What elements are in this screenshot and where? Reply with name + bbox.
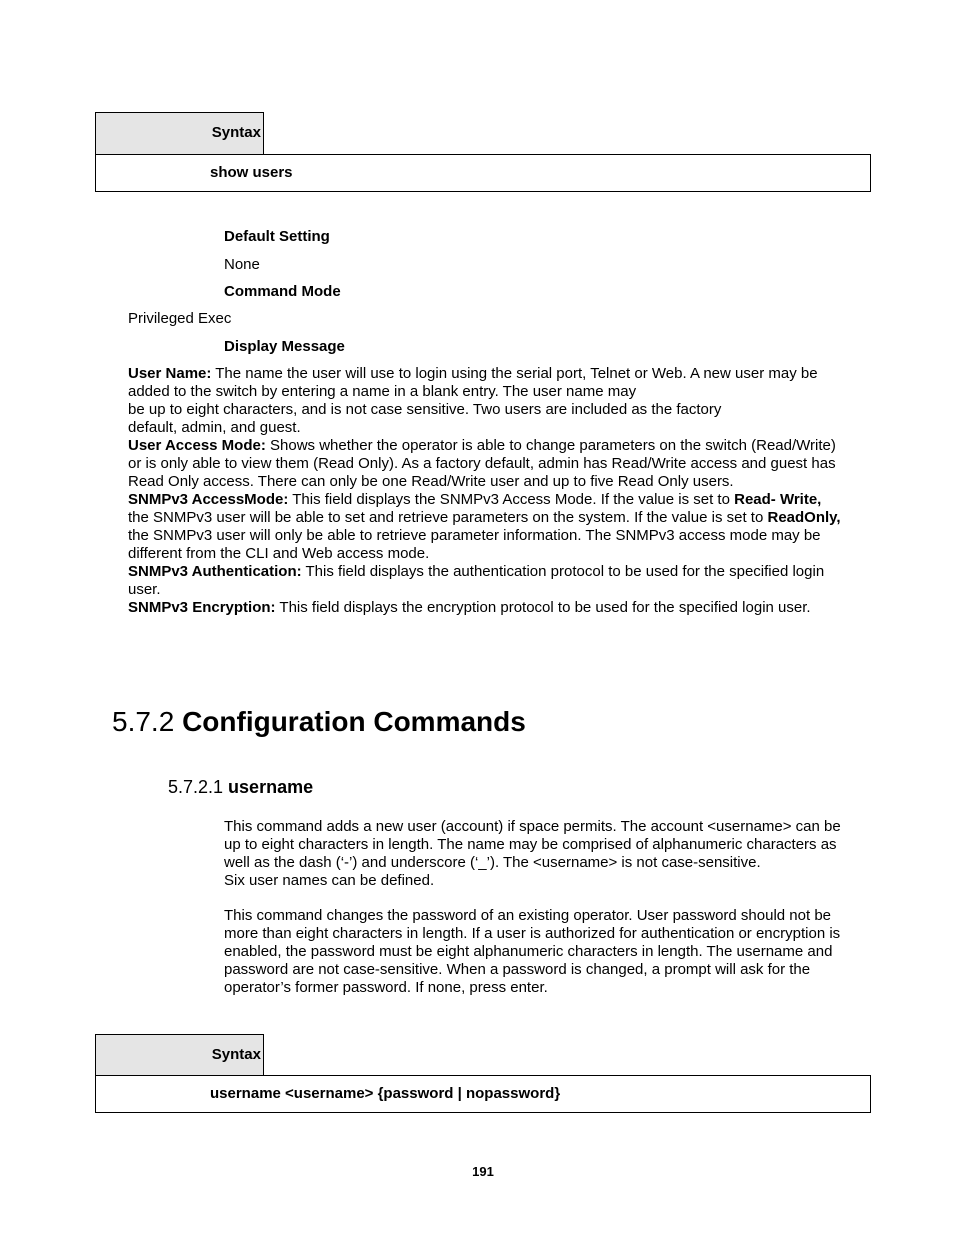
syntax-command: show users <box>210 164 293 181</box>
description-para-1: This command adds a new user (account) if space permits. The account <username> can be up to eight characters in length. The name may be comprised of alphanumeric characters as well as the dash (‘-’) and underscore (‘_’). The <username> is not case-sensitive. Six user names can be defined. <box>224 818 841 889</box>
syntax-header-2 <box>95 1034 264 1077</box>
display-message-label: Display Message <box>224 338 345 355</box>
section-number: 5.7.2 <box>112 706 183 737</box>
description-para-2: This command changes the password of an existing operator. User password should not be more than eight characters in length. If a user is authorized for authentication or encryption is enabled, the password must be eight alphanumeric characters in length. The username and password are not case-sensitive. When a password is changed, a prompt will ask for the operator’s former password. If none, press enter. <box>224 907 841 996</box>
command-mode-value: Privileged Exec <box>128 310 232 327</box>
user-name-desc: User Name: The name the user will use to login using the serial port, Telnet or Web. A new user may be <box>128 365 818 382</box>
snmpv3-encryption-term: SNMPv3 Encryption: <box>128 599 276 616</box>
snmpv3-authentication-desc: SNMPv3 Authentication: This field displays the authentication protocol to be used for the specified login <box>128 563 825 580</box>
command-mode-label: Command Mode <box>224 283 341 300</box>
subsection-title: username <box>228 777 314 797</box>
display-message-body: User Name: The name the user will use to login using the serial port, Telnet or Web. A new user may be added to the switch by entering a name in a blank entry. The user name may be up to eight characters, and is not case sensitive. Two users are included as the factory default, admin, and guest. User Access Mode: Shows whether the operator is able to change parameters on the switch (Read/Write) or is only able to view them (Read Only). As a factory default, admin has Read/Write access and guest has Read Only access. There can only be one Read/Write user and up to five Read Only users. SNMPv3 AccessMode: This field displays the SNMPv3 Access Mode. If the value is set to Read- Write, the SNMPv3 user will be able to set and retrieve parameters on the system. If the value is set to ReadOnly, the SNMPv3 user will only be able to retrieve parameter information. The SNMPv3 access mode may be different from the CLI and Web access mode. SNMPv3 Authentication: This field displays the authentication protocol to be used for the specified login user. SNMPv3 Encryption: This field displays the encryption protocol to be used for the specified login user. <box>128 365 868 617</box>
user-access-mode-term: User Access Mode: <box>128 437 266 454</box>
snmpv3-authentication-term: SNMPv3 Authentication: <box>128 563 302 580</box>
default-setting-label: Default Setting <box>224 228 330 245</box>
snmpv3-access-mode-desc: SNMPv3 AccessMode: This field displays the SNMPv3 Access Mode. If the value is set to Read- Write, <box>128 491 822 508</box>
default-setting-value: None <box>224 256 260 273</box>
subsection-heading <box>168 777 313 798</box>
syntax-command-2: username <username> {password | nopassword} <box>210 1085 561 1102</box>
user-access-mode-desc: User Access Mode: Shows whether the operator is able to change parameters on the switch (Read/Write) <box>128 437 836 454</box>
user-name-term: User Name: <box>128 365 212 382</box>
snmpv3-access-mode-term: SNMPv3 AccessMode: <box>128 491 289 508</box>
syntax-command-box <box>95 154 871 192</box>
subsection-number: 5.7.2.1 <box>168 777 229 797</box>
section-title: Configuration Commands <box>182 706 526 737</box>
syntax-header <box>95 112 264 155</box>
syntax-label: Syntax <box>211 124 261 141</box>
syntax-command-box-2 <box>95 1075 871 1113</box>
syntax-label-2: Syntax <box>211 1046 261 1063</box>
section-heading <box>112 706 526 738</box>
snmpv3-encryption-desc: SNMPv3 Encryption: This field displays the encryption protocol to be used for the specified login user. <box>128 599 811 616</box>
page-number: 191 <box>472 1164 494 1179</box>
